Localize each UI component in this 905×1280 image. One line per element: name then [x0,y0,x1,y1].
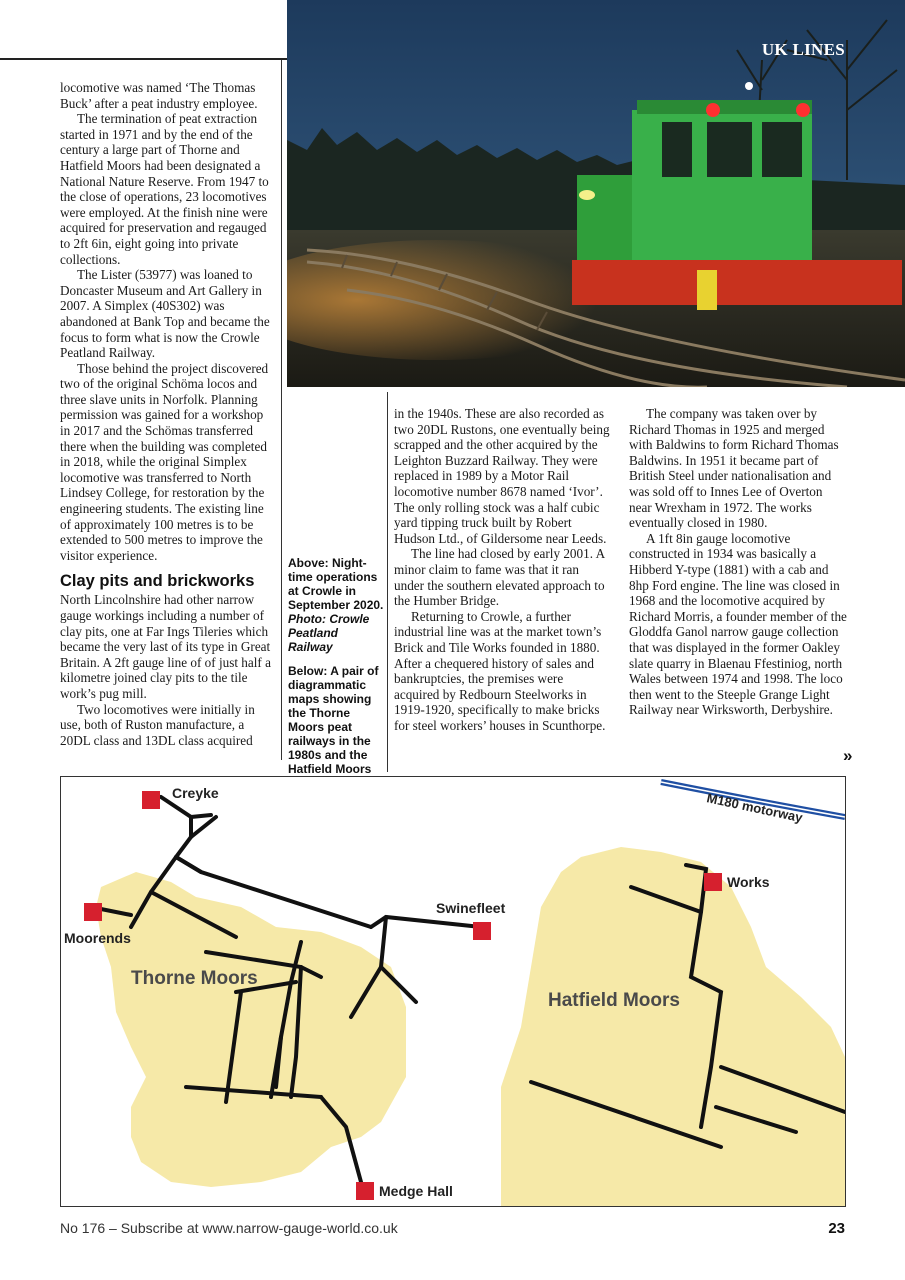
page-number: 23 [828,1220,845,1237]
paragraph: Those behind the project discovered two of the original Schöma locos and three slave units in Norfolk. Planning permission was gained for a workshop in 2017 and the Schömas transferred there when the building was completed in 2018, while the original Simplex locomotive was transferred to North Lindsey College, for restoration by the engineering students. The existing line of approximately 100 metres is to be extended to 500 metres to improve the visitor experience. [60,360,269,563]
paragraph: locomotive was named ‘The Thomas Buck’ after a peat industry employee. [60,80,258,111]
thorne-moors-area [96,872,406,1187]
section-tag: UK LINES [761,40,845,59]
article-column-2 [394,406,610,733]
continue-arrow-icon: » [843,746,853,765]
place-label-works: Works [727,874,770,890]
paragraph: A 1ft 8in gauge locomotive constructed in 1934 was basically a Hibberd Y-type (1881) with a cab and 8hp Ford engine. The line was closed in 1968 and the locomotive acquired by Richard Morris, a founder member of the Gloddfa Ganol narrow gauge collection that was displayed in the former Oakley slate quarry in Blaenau Ffestiniog, north Wales between 1974 and 1998. The loco then went to the Steeple Grange Light Railway near Wirksworth, Derbyshire. [629,530,847,718]
section-heading: Clay pits and brickworks [60,572,255,591]
place-label-medge-hall: Medge Hall [379,1183,453,1199]
hatfield-moors-title: Hatfield Moors [548,990,680,1011]
place-label-moorends: Moorends [64,930,131,946]
photo-credit: Photo: Crowle Peatland Railway [288,612,370,654]
column-divider [281,60,282,760]
station-marker-moorends [84,903,102,921]
caption-below: Below: A pair of diagrammatic maps showing the Thorne Moors peat railways in the 1980s and the Hatfield Moors [288,664,379,776]
paragraph: The line had closed by early 2001. A minor claim to fame was that it ran under the southern elevated approach to the Humber Bridge. [394,546,605,609]
place-label-creyke: Creyke [172,785,219,801]
photo-captions [288,556,385,800]
paragraph: Two locomotives were initially in use, both of Ruston manufacture, a 20DL class and 13DL class acquired [60,701,255,748]
place-label-swinefleet: Swinefleet [436,900,506,916]
article-column-1 [60,80,276,748]
caption-above: Above: Night-time operations at Crowle in September 2020. [288,556,384,612]
paragraph: The Lister (53977) was loaned to Doncaster Museum and Art Gallery in 2007. A Simplex (40S302) was abandoned at Bank Top and became the focus to form what is now the Crowle Peatland Railway. [60,267,270,361]
paragraph: North Lincolnshire had other narrow gauge workings including a number of clay pits, one at Far Ings Tileries which became the very last of its type in Great Britain. A 2ft gauge line of of just half a kilometre joined clay pits to the tile work’s pug mill. [60,592,271,701]
paragraph: Returning to Crowle, a further industrial line was at the market town’s Brick and Tile Works founded in 1880. After a chequered history of sales and bankruptcies, the premises were acquired by Redbourn Steelworks in 1919-1920, specifically to make bricks for steel workers’ houses in Scunthorpe. [394,608,606,733]
paragraph: The company was taken over by Richard Thomas in 1925 and merged with Baldwins to form Richard Thomas Baldwins. In 1951 it became part of British Steel under nationalisation and was sold off to Innes Lee of Overton near Wrexham in 1972. The works eventually closed in 1980. [629,406,839,531]
article-column-3 [629,406,847,718]
thorne-moors-title: Thorne Moors [131,968,258,989]
railway-map [60,776,846,1207]
footer-subscribe-text: No 176 – Subscribe at www.narrow-gauge-world.co.uk [60,1220,398,1236]
header-rule [0,58,287,60]
column-divider [387,392,388,772]
paragraph: in the 1940s. These are also recorded as two 20DL Rustons, one eventually being scrapped and the other acquired by the Leighton Buzzard Railway. They were replaced in 1989 by a Motor Rail locomotive number 8678 named ‘Ivor’. The only rolling stock was a half cubic yard tipping truck built by Robert Hudson Ltd., of Gildersome near Leeds. [394,406,610,546]
station-marker-works [704,873,722,891]
station-marker-medge-hall [356,1182,374,1200]
paragraph: The termination of peat extraction started in 1971 and by the end of the century a large part of Thorne and Hatfield Moors had been designated a National Nature Reserve. From 1947 to the close of operations, 23 locomotives were employed. At the finish nine were acquired for preservation and regauged to 2ft 6in, eight going into private collections. [60,111,269,267]
station-marker-swinefleet [473,922,491,940]
station-marker-creyke [142,791,160,809]
motorway-label: M180 motorway [705,790,804,826]
